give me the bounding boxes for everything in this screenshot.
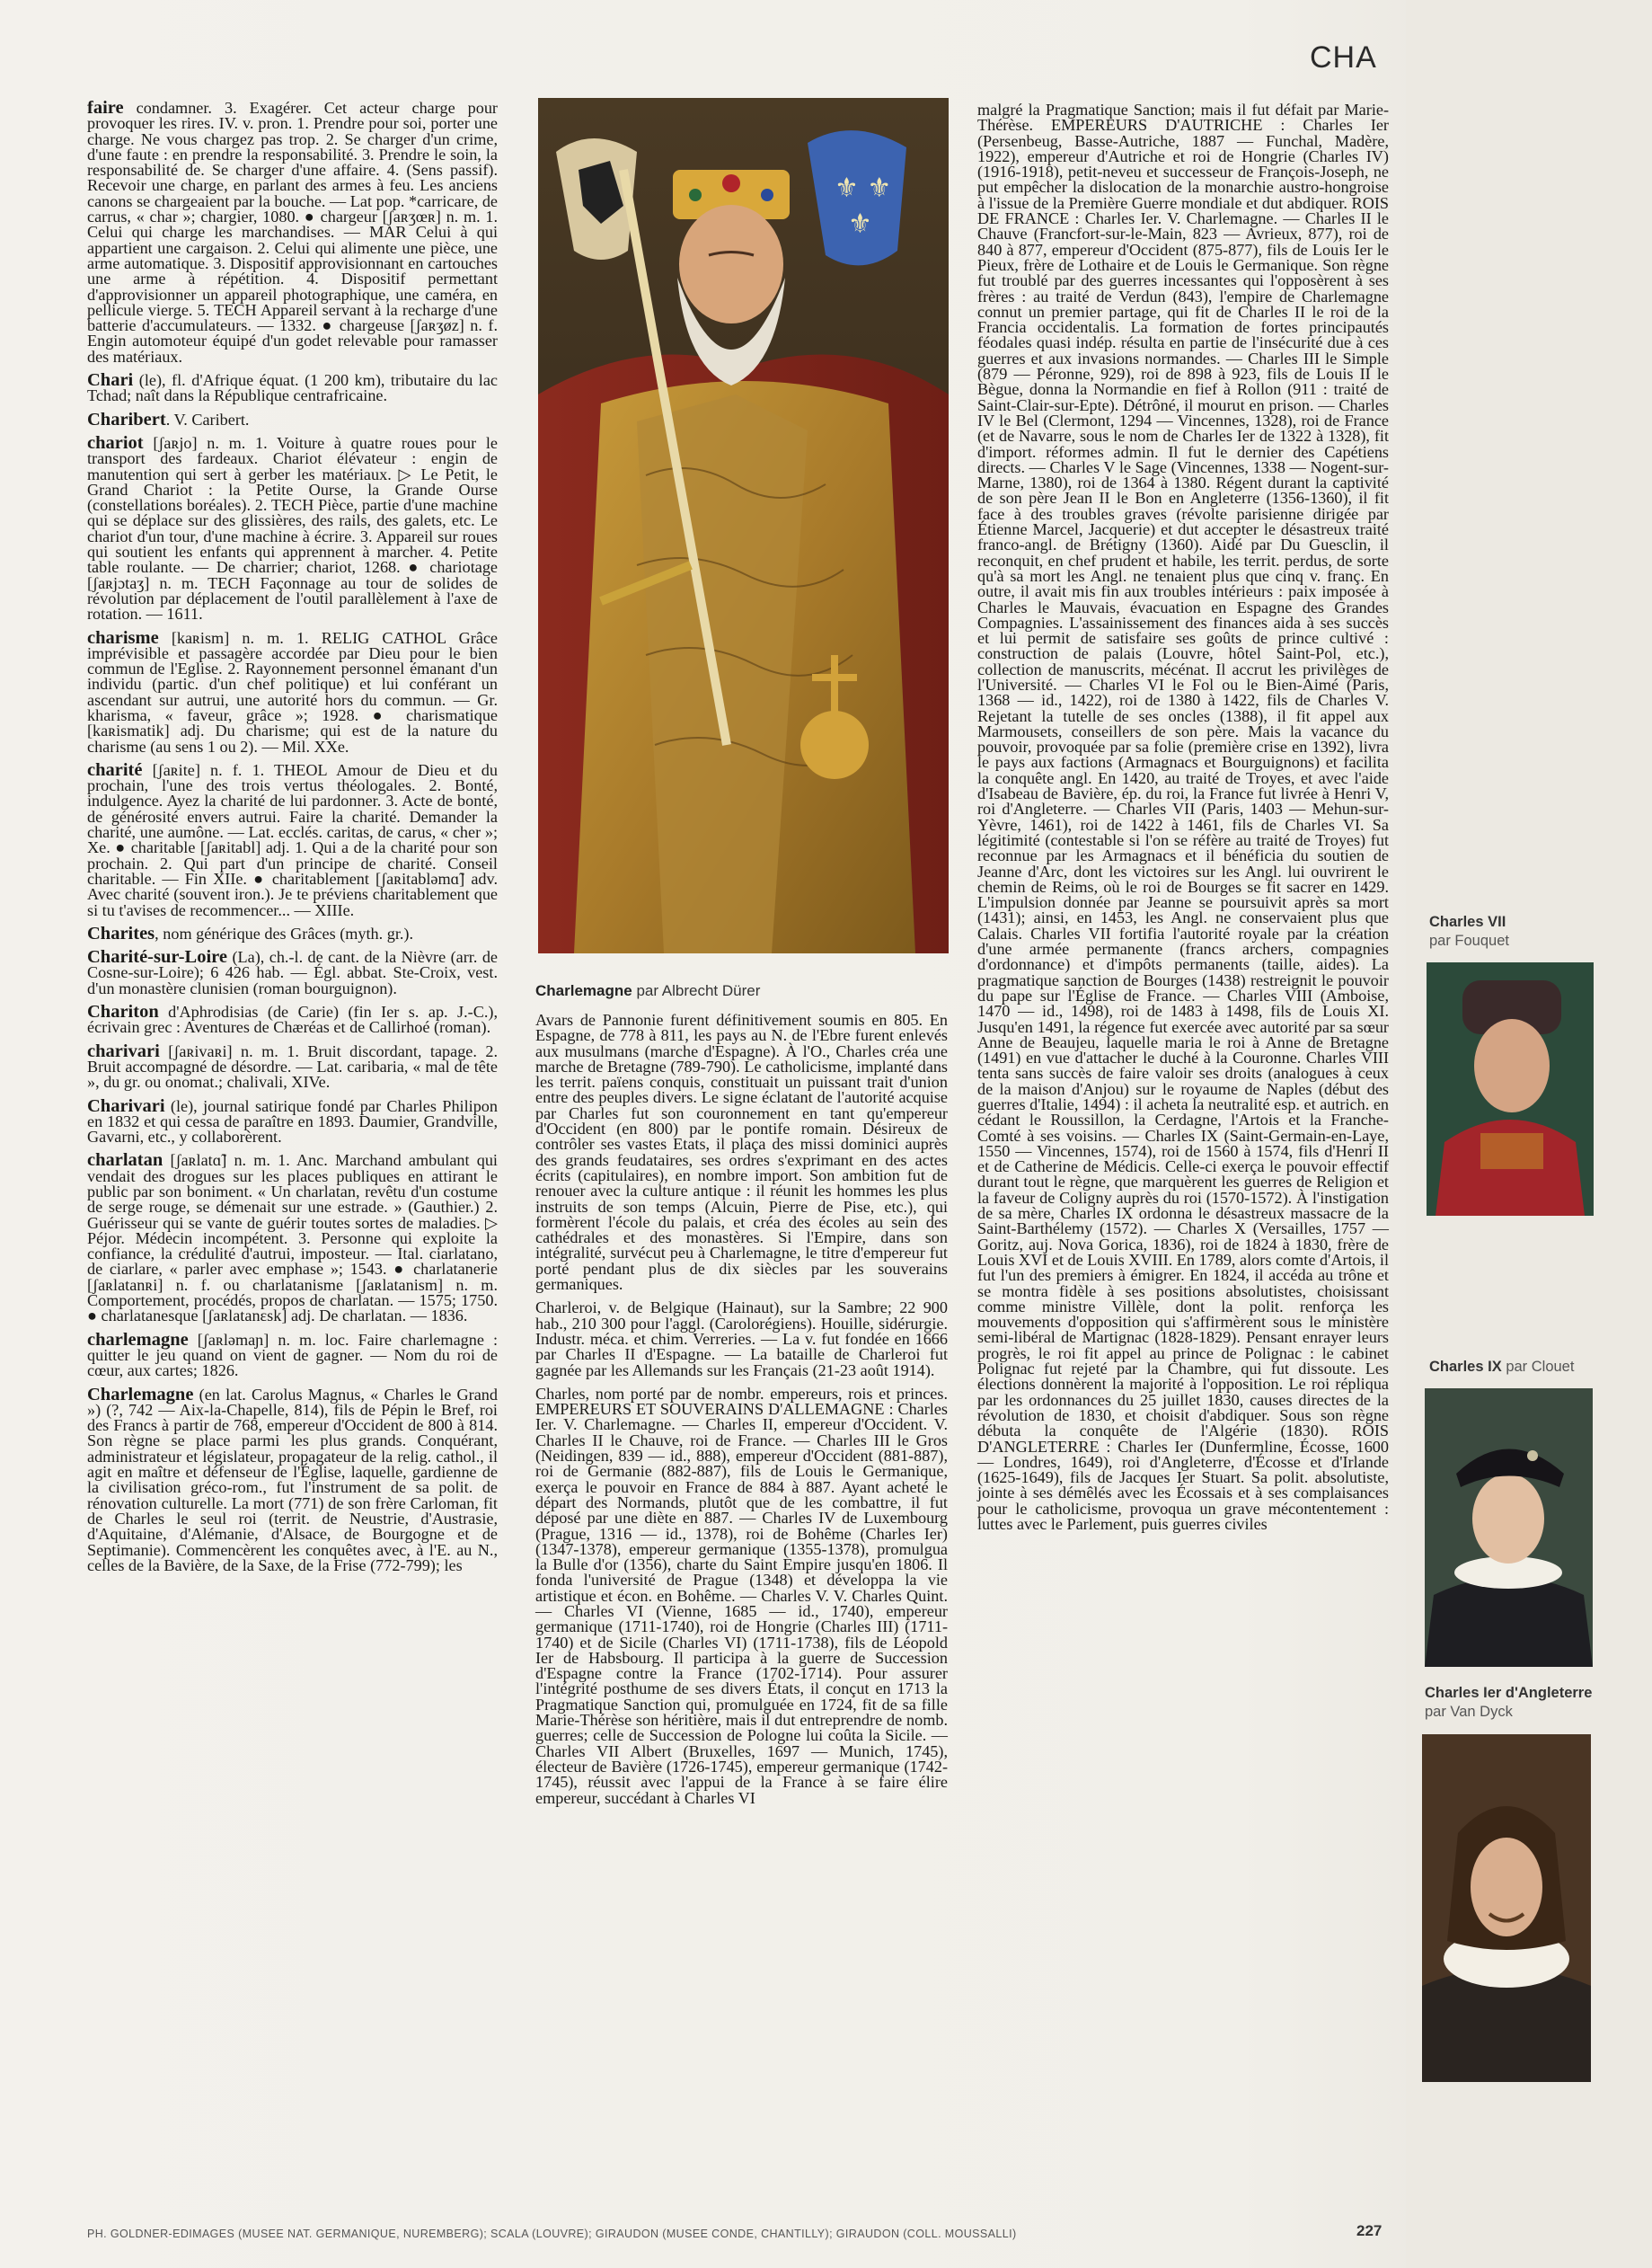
entry-charles: Charles, nom porté par de nombr. empereurs, rois et princes. EMPEREURS ET SOUVERAINS D'ALLEMAGNE : Charles Ier. V. Charlemagne. — Charles II, empereur d'Occident. V. Charles II le Chauve, roi de France. — Charles III le Gros (Neidingen, 839 — id., 888), empereur d'Occident (881-887), roi de Germanie (882-887), fils de Louis le Germanique, exerça le pouvoir en France de 884 à 887. Ayant acheté le départ des Normands, plutôt que de les combattre, il fut déposé par une diète en 887. — Charles IV de Luxembourg (Prague, 1316 — id., 1378), roi de Bohême (Charles Ier) (1347-1378), empereur germanique (1355-1378), promulgua la Bulle d'or (1356), charte du Saint Empire jusqu'en 1806. Il fonda l'université de Prague (1348) et développa la vie artistique et écon. en Bohême. — Charles V. V. Charles Quint. — Charles VI (Vienne, 1685 — id., 1740), empereur germanique (1711-1740), roi de Hongrie (Charles III) (1711-1740) et de Sicile (Charles VI) (1711-1738), fils de Léopold Ier de Habsbourg. Il participa à la guerre de Succession d'Espagne contre la France (1702-1714). Pour assurer l'intégrité posthume de ses divers États, il conçut en 1713 la Pragmatique Sanction qui, promulguée en 1724, fit de sa fille Marie-Thérèse son héritière, mais il dut entreprendre de nomb. guerres; celle de Succession de Pologne lui coûta la Sicile. — Charles VII Albert (Bruxelles, 1697 — Munich, 1745), électeur de Bavière (1726-1745), empereur germanique (1742-1745), réussit avec l'appui de la France à se faire élire empereur, succédant à Charles VI bbox=[535, 1384, 948, 1807]
entry-headword: Charité-sur-Loire bbox=[87, 947, 227, 968]
entry-chariot: chariot [ʃaʀjo] n. m. 1. Voiture à quatre roues pour le transport des fardeaux. Chariot élévateur : engin de manutention qui sert à gerber les matériaux. ▷ Le Petit, le Grand Chariot : la Petite Ourse, la Grande Ourse (constellations boréales). 2. TECH Pièce, partie d'une machine qui se déplace sur des glissières, des rails, des galets, etc. Le chariot d'un tour, d'une machine à écrire. 3. Appareil sur roues qui soutient les enfants qui apprennent à marcher. 4. Petite table roulante. — De charrier; chariot, 1268. ● chariotage [ʃaʀjɔtaʒ] n. m. TECH Façonnage au tour de solides de révolution par déplacement de l'outil parallèlement à l'axe de rotation. — 1611. bbox=[87, 432, 498, 624]
entry-charlemagne: Charlemagne (en lat. Carolus Magnus, « Charles le Grand ») (?, 742 — Aix-la-Chapelle, 814), fils de Pépin le Bref, roi des Francs à partir de 768, empereur d'Occident de 800 à 814. Son règne se place parmi les plus grands. Conquérant, administrateur et législateur, propagateur de la relig. cathol., il agit en maître et défenseur de l'Église, laquelle, gardienne de la civilisation gréco-rom., fut l'instrument de sa polit. de rénovation culturelle. La mort (771) de son frère Carloman, fit de Charles le seul roi (territ. de Neustrie, d'Austrasie, d'Aquitaine, d'Alémanie, d'Alsace, de Bourgogne et de Septimanie). Commencèrent les conquêtes avec, à l'E. au N., celles de la Bavière, de la Saxe, de la Frise (772-799); les bbox=[87, 1384, 498, 1574]
entry-headword: charlatan bbox=[87, 1150, 163, 1171]
charles-ix-image bbox=[1425, 1388, 1593, 1667]
entry-charivari-journal: Charivari (le), journal satirique fondé par Charles Philipon en 1832 et qui cessa de paraître en 1893. Daumier, Grandville, Gavarni, etc., y collaborèrent. bbox=[87, 1095, 498, 1147]
entry-headword: charivari bbox=[87, 1041, 160, 1061]
entry-chariton: Chariton d'Aphrodisias (de Carie) (fin Ier s. ap. J.-C.), écrivain grec : Aventures de Chæréas et de Callirhoé (roman). bbox=[87, 1002, 498, 1037]
entry-headword: Charlemagne bbox=[87, 1384, 194, 1404]
svg-text:⚜ ⚜: ⚜ ⚜ bbox=[835, 173, 892, 204]
entry-headword: Charibert bbox=[87, 409, 166, 430]
entry-charger: faire condamner. 3. Exagérer. Cet acteur charge pour provoquer les rires. IV. v. pron. 1. Prendre pour soi, porter une charge. Ne vous chargez pas trop. 2. Se charger d'un crime, d'une faute : en prendre la responsabilité. 3. Prendre le soin, la responsabilité de. Se charger d'une affaire. 4. (Sens passif). Recevoir une charge, en parlant des armes à feu. Les anciens canons se chargeaient par la bouche. — Lat pop. *carricare, de carrus, « char »; chargier, 1080. ● chargeur [ʃaʀʒœʀ] n. m. 1. Celui qui charge les marchandises. — MAR Celui à qui appartient une cargaison. 2. Celui qui alimente une pièce, une arme automatique. 3. Dispositif approvisionnant en cartouches une arme à répétition. 4. Dispositif permettant d'approvisionner un appareil photographique, une caméra, en pellicule vierge. 5. TECH Appareil servant à la recharge d'une batterie d'accumulateurs. — 1332. ● chargeuse [ʃaʀʒøz] n. f. Engin automoteur équipé d'un godet relevable pour ramasser des matériaux. bbox=[87, 98, 498, 366]
entry-headword: charlemagne bbox=[87, 1329, 189, 1350]
entry-charlemagne-cont: Avars de Pannonie furent définitivement soumis en 805. En Espagne, de 778 à 811, les pays au N. de l'Ebre furent enlevés aux musulmans (marche d'Espagne). À l'O., Charles créa une marche de Bretagne (789-790). Le catholicisme, implanté dans les territ. païens conquis, constituait un puissant trait d'union entre des peuples divers. Le signe éclatant de l'autorité acquise par Charles fut son couronnement en tant qu'empereur d'Occident (en 800) par le pontife romain. Désireux de contrôler ses vastes Etats, il plaça des missi dominici auprès des grands feudataires, ses ordres s'exprimant en des actes écrits (capitulaires), en nombre import. Son ambition fut de renouer avec la culture antique : il réunit les hommes les plus instruits de son temps (Alcuin, Pierre de Pise, etc.), qui formèrent l'école du palais, et créa des écoles au sein des cathédrales et des monastères. Si l'Empire, dans son intégralité, survécut peu à Charlemagne, le titre d'empereur fut porté pendant plus de dix siècles par les souverains germaniques. bbox=[535, 1011, 948, 1294]
main-figure-caption bbox=[535, 982, 760, 1000]
entry-charibert: Charibert. V. Caribert. bbox=[87, 409, 250, 430]
portrait-caption-charles-ix: Charles IX par Clouet bbox=[1429, 1359, 1575, 1375]
middle-column bbox=[535, 1013, 948, 1814]
entry-headword: Charivari bbox=[87, 1095, 165, 1116]
right-column bbox=[977, 102, 1389, 1540]
entry-charites: Charites, nom générique des Grâces (myth. gr.). bbox=[87, 923, 414, 944]
portrait-caption-charles-vii: Charles VII par Fouquet bbox=[1429, 914, 1509, 949]
entry-chari: Chari (le), fl. d'Afrique équat. (1 200 km), tributaire du lac Tchad; naît dans la République centrafricaine. bbox=[87, 370, 498, 405]
entry-headword: Chariton bbox=[87, 1002, 159, 1023]
entry-headword: faire bbox=[87, 98, 124, 118]
svg-text:⚜: ⚜ bbox=[848, 208, 872, 240]
entry-charlatan: charlatan [ʃaʀlatɑ̃] n. m. 1. Anc. Marchand ambulant qui vendait des drogues sur les places publiques en attirant le public par son boniment. « Un charlatan, revêtu d'un costume de serge rouge, se démenait sur une estrade. » (Gauthier.) 2. Guérisseur qui se vante de guérir toutes sortes de maladies. ▷ Péjor. Médecin incompétent. 3. Personne qui exploite la confiance, la crédulité d'autrui, imposteur. — Ital. ciarlatano, de ciarlare, « parler avec emphase »; 1543. ● charlatanerie [ʃaʀlatanʀi] n. f. ou charlatanisme [ʃaʀlatanism] n. m. Comportement, procédés, propos de charlatan. — 1575; 1750. ● charlatanesque [ʃaʀlatanɛsk] adj. De charlatan. — 1836. bbox=[87, 1150, 498, 1325]
charles-i-image bbox=[1422, 1734, 1591, 2082]
page-number: 227 bbox=[1356, 2222, 1383, 2239]
left-column bbox=[87, 98, 498, 1581]
charles-vii-image bbox=[1427, 962, 1594, 1216]
entry-headword: charisme bbox=[87, 627, 159, 648]
entry-headword: chariot bbox=[87, 432, 144, 453]
entry-charite-sur-loire: Charité-sur-Loire (La), ch.-l. de cant. de la Nièvre (arr. de Cosne-sur-Loire); 6 426 hab. — Égl. abbat. Ste-Croix, vest. d'un monastère clunisien (roman bourguignon). bbox=[87, 947, 498, 997]
entry-charleroi: Charleroi, v. de Belgique (Hainaut), sur la Sambre; 22 900 hab., 210 300 pour l'aggl. (Carolorégiens). Houille, sidérurgie. Industr. méca. et chim. Verreries. — La v. fut fondée en 1666 par Charles II d'Espagne. — La bataille de Charleroi fut gagnée par les Allemands sur les Français (21-23 août 1914). bbox=[535, 1298, 948, 1379]
main-figure-artist: par Albrecht Dürer bbox=[636, 982, 761, 999]
photo-credits: PH. GOLDNER-EDIMAGES (MUSEE NAT. GERMANIQUE, NUREMBERG); SCALA (LOUVRE); GIRAUDON (MUSEE CONDE, CHANTILLY); GIRAUDON (COLL. MOUSSALLI) bbox=[87, 2228, 1017, 2240]
main-figure-title: Charlemagne bbox=[535, 982, 632, 999]
entry-charivari: charivari [ʃaʀivaʀi] n. m. 1. Bruit discordant, tapage. 2. Bruit accompagné de désordre. — Lat. caribaria, « mal de tête », du gr. ou onomat.; chalivali, XIVe. bbox=[87, 1041, 498, 1092]
entry-headword: Chari bbox=[87, 370, 134, 391]
charles-i-portrait bbox=[1422, 1734, 1591, 2082]
entry-charles-cont: malgré la Pragmatique Sanction; mais il fut défait par Marie-Thérèse. EMPEREURS D'AUTRICHE : Charles Ier (Persenbeug, Basse-Autriche, 1887 — Funchal, Madère, 1922), empereur d'Autriche et roi de Hongrie (Charles IV) (1916-1918), petit-neveu et successeur de François-Joseph, ne put empêcher la dislocation de la monarchie austro-hongroise à l'issue de la Première Guerre mondiale et dut abdiquer. ROIS DE FRANCE : Charles Ier. V. Charlemagne. — Charles II le Chauve (Francfort-sur-le-Main, 823 — Avrieux, 877), roi de 840 à 877, empereur d'Occident (875-877), fils de Louis Ier le Pieux, frère de Lothaire et de Louis le Germanique. Son règne fut troublé par des guerres incessantes qui l'opposèrent à ses frères : au traité de Verdun (843), l'empire de Charlemagne connut un premier partage, qui fit de Charles II le roi de la Francia occidentalis. La formation de fortes principautés féodales quasi indép. résulta en partie de l'insécurité due à ces guerres et aux invasions normandes. — Charles III le Simple (879 — Péronne, 929), roi de 898 à 923, fils de Louis II le Bègue, donna la Normandie en fief à Rollon (911 : traité de Saint-Clair-sur-Epte). Détrôné, il mourut en prison. — Charles IV le Bel (Clermont, 1294 — Vincennes, 1328), roi de France (et de Navarre, sous le nom de Charles Ier de 1322 à 1328), fit d'import. réformes admin. Il fut le dernier des Capétiens directs. — Charles V le Sage (Vincennes, 1338 — Nogent-sur-Marne, 1380), roi de 1364 à 1380. Régent durant la captivité de son père Jean II le Bon en Angleterre (1356-1360), il fit face à des troubles graves (révolte parisienne dirigée par Étienne Marcel, Jacquerie) et dut accepter le désastreux traité franco-angl. de Brétigny (1360). Aidé par Du Guesclin, il reconquit, en chef prudent et habile, les territ. perdus, de sorte qu'à sa mort les Angl. ne tenaient plus que cinq v. franç. En outre, il avait mis fin aux troubles intérieurs : paix imposée à Charles le Mauvais, évacuation en Espagne des Grandes Compagnies. L'assainissement des finances aida à ses succès et lui permit de satisfaire ses goûts de prince cultivé : construction de palais (Louvre, hôtel Saint-Pol, etc.), collection de manuscrits, mécénat. Il accrut les privilèges de l'Université. — Charles VI le Fol ou le Bien-Aimé (Paris, 1368 — id., 1422), roi de 1380 à 1422, fils de Charles V. Rejetant la tutelle de ses oncles (1388), il fit appel aux Marmousets, conseillers de son père. Mais la vacance du pouvoir, provoquée par sa folie (première crise en 1392), livra le pays aux factions (Armagnacs et Bourguignons) et facilita la conquête angl. En 1420, au traité de Troyes, et avec l'aide d'Isabeau de Bavière, ép. du roi, la France fut livrée à Henri V, roi d'Angleterre. — Charles VII (Paris, 1403 — Mehun-sur-Yèvre, 1461), roi de 1422 à 1461, fils de Charles VI. Sa légitimité (contestable si l'on se réfère au traité de Troyes) fut reconnue par les Armagnacs et il bénéficia du soutien de Jeanne d'Arc, dont les victoires sur les Angl. lui ouvrirent le chemin de Reims, où le roi de Bourges se fit sacrer en 1429. L'impulsion donnée par Jeanne se poursuivit après sa mort (1431); ainsi, en 1453, les Angl. ne conservaient plus que Calais. Charles VII fortifia l'autorité royale par la création d'une armée permanente (francs archers, compagnies d'ordonnance) et d'impôts permanents (taille, aides). La pragmatique sanction de Bourges (1438) restreignit le pouvoir du pape sur l'Église de France. — Charles VIII (Amboise, 1470 — id., 1498), roi de 1483 à 1498, fils de Louis XI. Jusqu'en 1491, la régence fut exercée avec autorité par sa sœur Anne de Beaujeu, laquelle maria le roi à Anne de Bretagne (1491) en vue d'attacher le duché à la Couronne. Charles VIII tenta sans succès de faire valoir ses droits (analogues à ceux de la maison d'Anjou) sur le royaume de Naples (début des guerres d'Italie, 1494) : il acheta la neutralité esp. et autrich. en cédant le Roussillon, la Cerdagne, l'Artois et la Franche-Comté à ses voisins. — Charles IX (Saint-Germain-en-Laye, 1550 — Vincennes, 1574), roi de 1560 à 1574, fils d'Henri II et de Catherine de Médicis. Celle-ci exerça le pouvoir effectif durant tout le règne, que marquèrent les guerres de Religion et la faveur de Coligny auprès du roi (1570-1572). À l'instigation de sa mère, Charles IX ordonna le désastreux massacre de la Saint-Barthélemy (1572). — Charles X (Versailles, 1757 — Goritz, auj. Nova Gorica, 1836), roi de 1824 à 1830, frère de Louis XVI et de Louis XVIII. En 1789, alors comte d'Artois, il fut l'un des premiers à émigrer. En 1824, il accéda au trône et se montra fidèle à ses positions absolutistes, choisissant comme ministre Villèle, dont la polit. renforça les mouvements d'opposition qui s'affirmèrent sous le ministère semi-libéral de Martignac (1828-1829). Pensant enrayer leurs progrès, le roi fit appel au prince de Polignac : le cabinet Polignac fut rejeté par la Chambre, qui fut dissoute. Les élections donnèrent la majorité à l'opposition. Le roi répliqua par les ordonnances du 25 juillet 1830, causes directes de la révolution de 1830, et choisit d'abdiquer. Sous son règne débuta la conquête de l'Algérie (1830). ROIS D'ANGLETERRE : Charles Ier (Dunfermline, Écosse, 1600 — Londres, 1649), roi d'Angleterre, d'Écosse et d'Irlande (1625-1649), fils de Jacques Ier Stuart. Sa polit. absolutiste, jointe à ses démêlés avec les Écossais et à ses complaisances pour le catholicisme, provoqua un grave mécontentement : luttes avec le Parlement, puis guerres civiles bbox=[977, 101, 1389, 1534]
entry-charisme: charisme [kaʀism] n. m. 1. RELIG CATHOL Grâce imprévisible et passagère accordée par Dieu pour le bien commun de l'Eglise. 2. Rayonnement personnel émanant d'un individu (partic. d'un chef politique) et lui conférant un ascendant sur autrui, une autorité hors du commun. — Gr. kharisma, « faveur, grâce »; 1928. ● charismatique [kaʀismatik] adj. Du charisme; qui est de la nature du charisme (au sens 1 ou 2). — Mil. XXe. bbox=[87, 627, 498, 756]
charles-vii-portrait bbox=[1427, 962, 1594, 1216]
entry-headword: charité bbox=[87, 759, 143, 780]
section-header: CHA bbox=[1310, 40, 1377, 75]
portrait-caption-charles-i: Charles Ier d'Angleterre par Van Dyck bbox=[1425, 1685, 1593, 1720]
charles-ix-portrait bbox=[1425, 1388, 1593, 1667]
charlemagne-painting bbox=[538, 98, 949, 953]
charlemagne-portrait-image bbox=[538, 98, 949, 953]
entry-charlemagne-loc: charlemagne [ʃaʀləmaɲ] n. m. loc. Faire charlemagne : quitter le jeu quand on vient de gagner. — Nom du roi de cœur, aux cartes; 1826. bbox=[87, 1329, 498, 1380]
entry-charite: charité [ʃaʀite] n. f. 1. THEOL Amour de Dieu et du prochain, l'une des trois vertus théologales. 2. Bonté, indulgence. Ayez la charité de lui pardonner. 3. Acte de bonté, de générosité envers autrui. Faire la charité. Demander la charité, une aumône. — Lat. ecclés. caritas, de carus, « cher »; Xe. ● charitable [ʃaʀitabl] adj. 1. Qui a de la charité pour son prochain. 2. Qui part d'un principe de charité. Conseil charitable. — Fin XIIe. ● charitablement [ʃaʀitabləmɑ̃] adv. Avec charité (souvent iron.). Je te préviens charitablement que si tu t'avises de recommencer... — XIIIe. bbox=[87, 759, 498, 919]
entry-headword: Charites bbox=[87, 923, 155, 944]
